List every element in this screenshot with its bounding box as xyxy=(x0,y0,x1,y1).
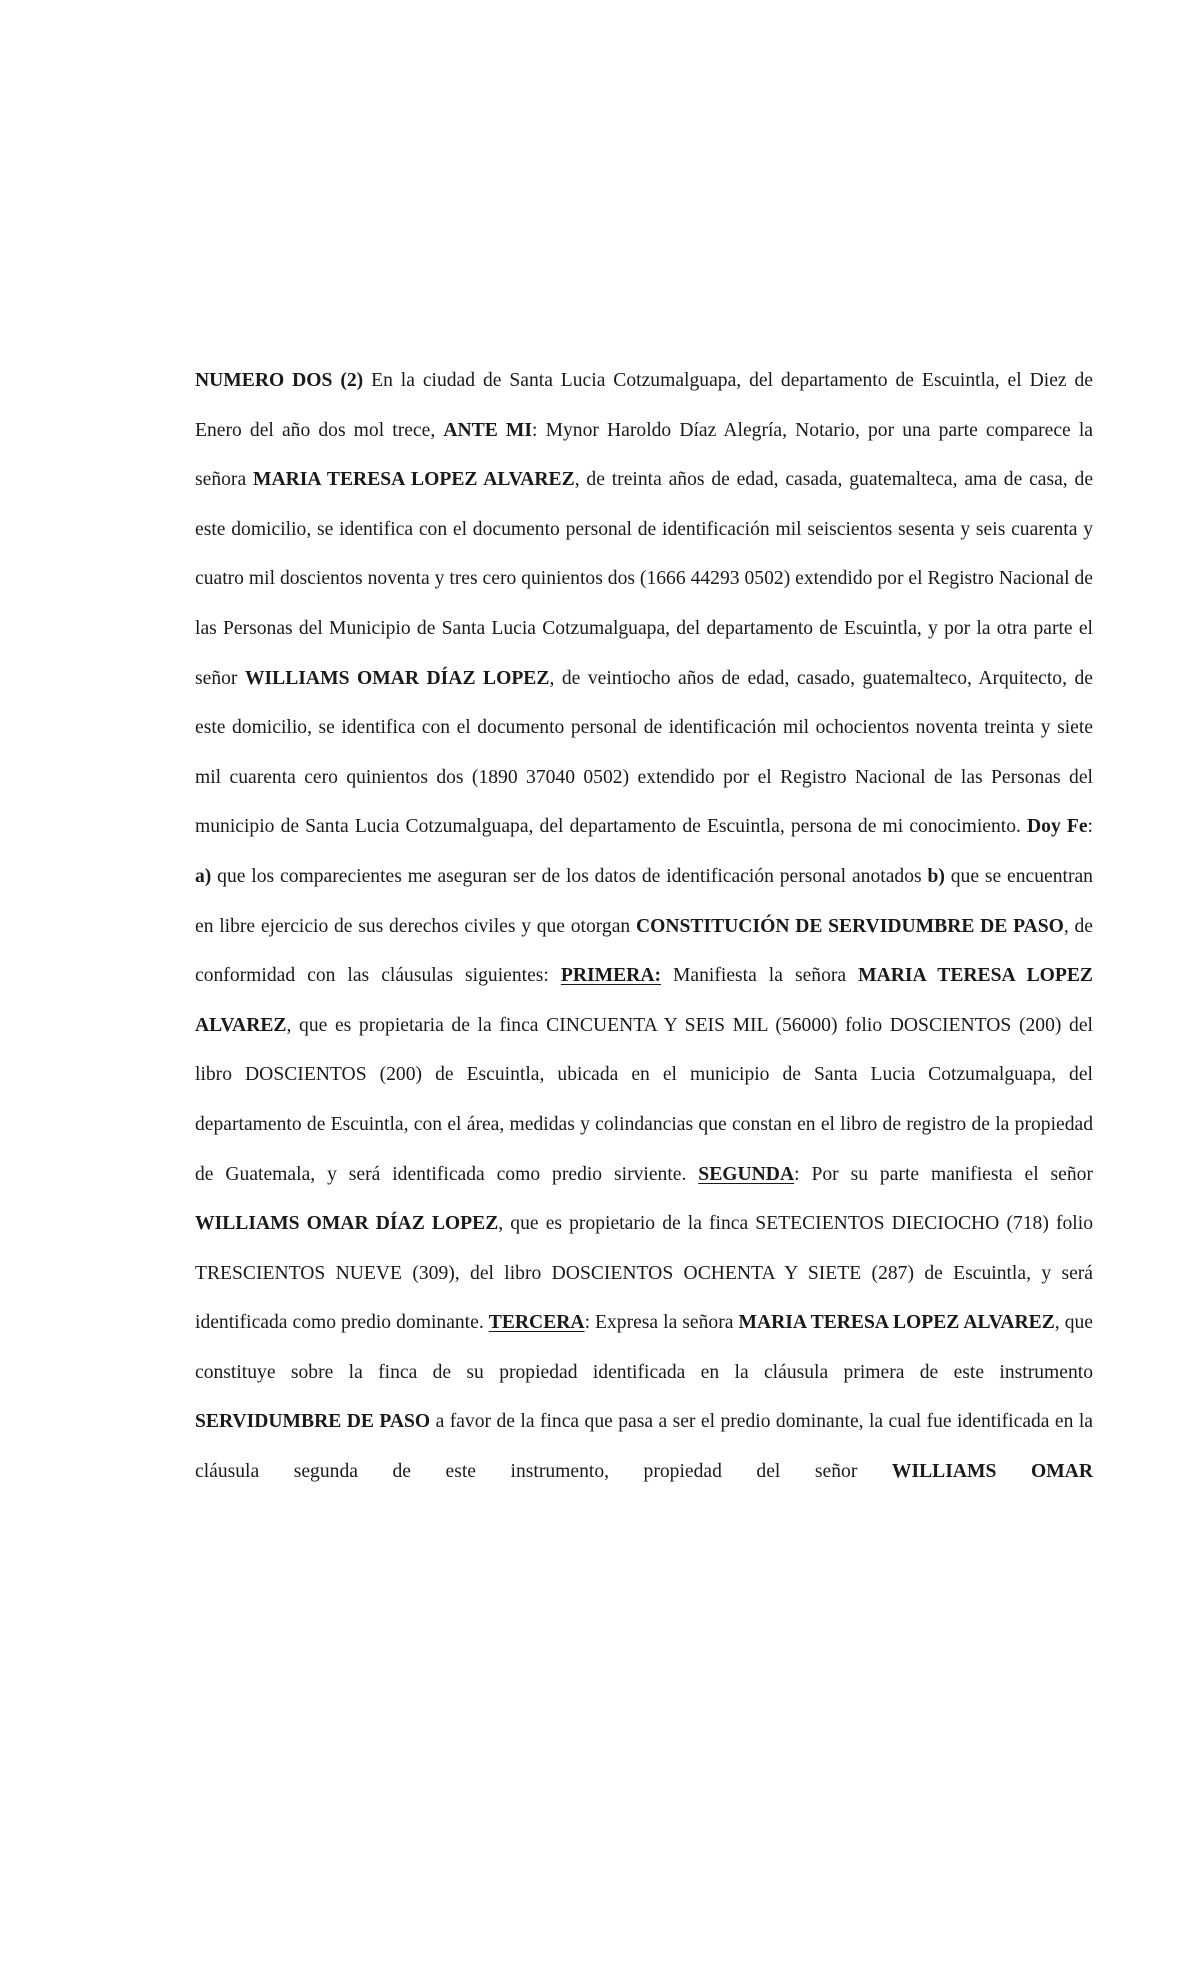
text-segment: a favor de la finca que pasa a ser el predio dominante, la cual fue identificada en la cláusula segunda de este instrumento, propiedad del señor xyxy=(195,1411,1093,1483)
text-segment: que los comparecientes me aseguran ser de los datos de identificación personal anotados xyxy=(211,865,928,887)
bold-text-segment: MARIA TERESA LOPEZ ALVAREZ xyxy=(738,1312,1055,1334)
text-segment: , de conformidad con las cláusulas siguientes: xyxy=(195,915,1093,987)
text-segment: : Mynor Haroldo Díaz Alegría, Notario, por una parte comparece la señora xyxy=(195,419,1093,491)
bold-text-segment: SERVIDUMBRE DE PASO xyxy=(195,1411,431,1433)
bold-text-segment: NUMERO DOS (2) xyxy=(195,370,364,391)
bold-text-segment: WILLIAMS OMAR xyxy=(891,1461,1093,1483)
bold-text-segment: WILLIAMS OMAR DÍAZ LOPEZ xyxy=(195,1213,499,1235)
deed-body-text xyxy=(195,356,1093,1497)
bold-text-segment: b) xyxy=(927,865,945,887)
bold-text-segment: CONSTITUCIÓN DE SERVIDUMBRE DE PASO xyxy=(635,915,1064,937)
bold-text-segment: MARIA TERESA LOPEZ ALVAREZ xyxy=(195,965,1093,1036)
text-segment: : Por su parte manifiesta el señor xyxy=(794,1163,1093,1185)
text-segment: , de veintiocho años de edad, casado, guatemalteco, Arquitecto, de este domicilio, se identifica con el documento personal de identificación mil ochocientos noventa treinta y siete mil cuarenta cero quinientos dos (1890 37040 0502) extendido por el Registro Nacional de las Personas del municipio de Santa Lucia Cotzumalguapa, del departamento de Escuintla, persona de mi conocimiento. xyxy=(195,667,1094,838)
bold-text-segment: MARIA TERESA LOPEZ ALVAREZ xyxy=(252,469,575,491)
bold-text-segment: WILLIAMS OMAR DÍAZ LOPEZ xyxy=(244,667,550,689)
bold-text-segment: ANTE MI xyxy=(443,419,533,441)
clause-heading: SEGUNDA xyxy=(698,1163,795,1185)
text-segment: , que es propietario de la finca SETECIENTOS DIECIOCHO (718) folio TRESCIENTOS NUEVE (309), del libro DOSCIENTOS OCHENTA Y SIETE (287) de Escuintla, y será identificada como predio dominante. xyxy=(195,1213,1093,1334)
text-segment: Manifiesta la señora xyxy=(661,965,859,987)
text-segment: : Expresa la señora xyxy=(584,1312,739,1334)
text-segment: , que es propietaria de la finca CINCUENTA Y SEIS MIL (56000) folio DOSCIENTOS (200) del libro DOSCIENTOS (200) de Escuintla, ubicada en el municipio de Santa Lucia Cotzumalguapa, del departamento de Escuintla, con el área, medidas y colindancias que constan en el libro de registro de la propiedad de Guatemala, y será identificada como predio sirviente. xyxy=(195,1014,1093,1185)
clause-heading: PRIMERA: xyxy=(560,965,661,987)
text-segment: , que constituye sobre la finca de su propiedad identificada en la cláusula primera de este instrumento xyxy=(195,1312,1094,1383)
text-segment: En la ciudad de Santa Lucia Cotzumalguapa, del departamento de Escuintla, el Diez de Enero del año dos mol trece, xyxy=(195,370,1093,441)
bold-text-segment: a) xyxy=(195,865,212,887)
text-segment: que se encuentran en libre ejercicio de sus derechos civiles y que otorgan xyxy=(195,865,1093,937)
bold-text-segment: Doy Fe xyxy=(1027,816,1088,838)
clause-heading-wrapper xyxy=(698,1164,794,1185)
clause-heading-wrapper xyxy=(561,965,661,986)
clause-heading-wrapper xyxy=(489,1312,585,1333)
clause-heading: TERCERA xyxy=(488,1312,585,1334)
text-segment: , de treinta años de edad, casada, guatemalteca, ama de casa, de este domicilio, se identifica con el documento personal de identificación mil seiscientos sesenta y seis cuarenta y cuatro mil doscientos noventa y tres cero quinientos dos (1666 44293 0502) extendido por el Registro Nacional de las Personas del Municipio de Santa Lucia Cotzumalguapa, del departamento de Escuintla, y por la otra parte el señor xyxy=(195,469,1094,689)
text-segment: : xyxy=(1087,816,1093,838)
